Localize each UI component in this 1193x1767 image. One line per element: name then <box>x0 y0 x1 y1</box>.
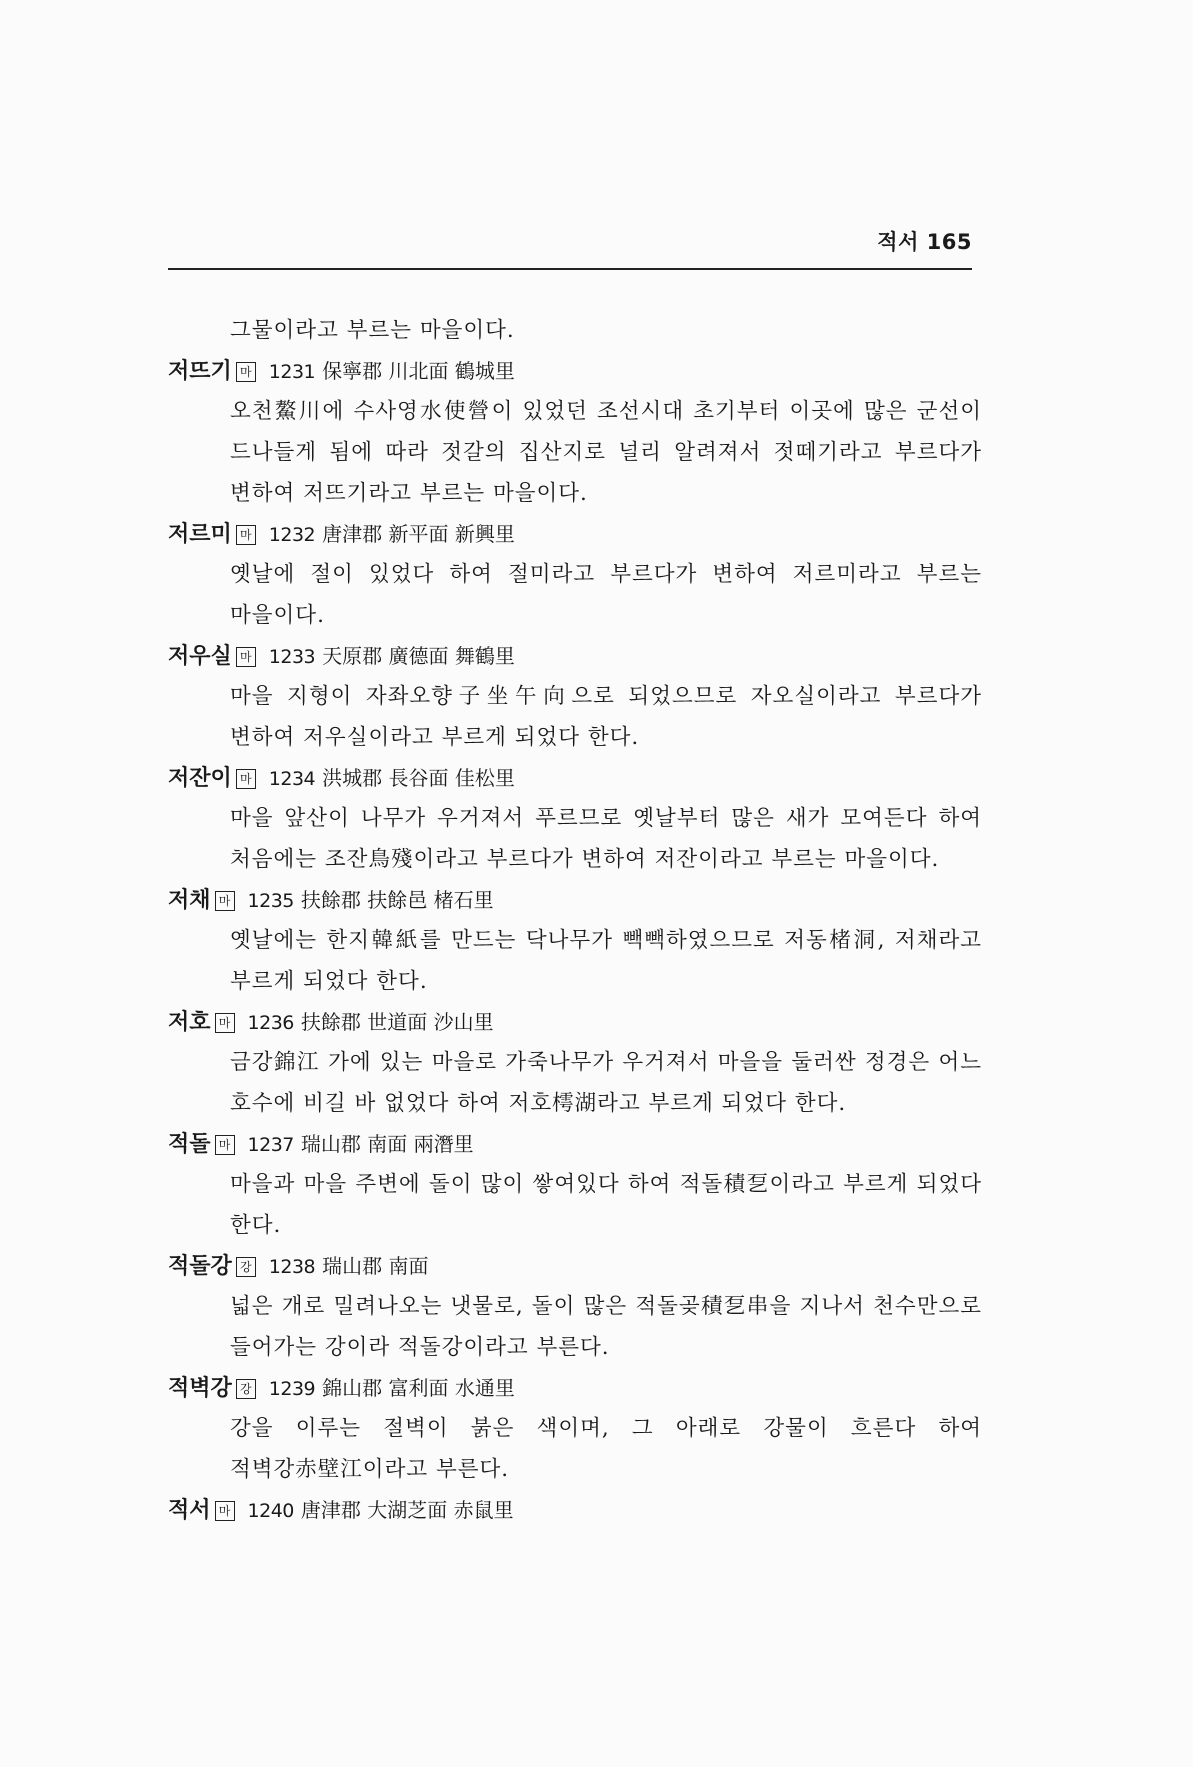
entry-location: 扶餘郡 扶餘邑 楮石里 <box>300 888 494 912</box>
entry-term: 적돌 <box>168 1132 211 1157</box>
entry-description: 오천鰲川에 수사영水使營이 있었던 조선시대 초기부터 이곳에 많은 군선이 드나들게 됨에 따라 젓갈의 집산지로 널리 알려져서 젓떼기라고 부르다가 변하여 저뜨기라고 부르는 마을이다. <box>230 399 982 506</box>
entry-description: 강을 이루는 절벽이 붉은 색이며, 그 아래로 강물이 흐른다 하여 적벽강赤壁江이라고 부른다. <box>230 1416 982 1482</box>
category-tag: 강 <box>236 1257 256 1277</box>
category-tag: 마 <box>215 1501 235 1521</box>
entry-description: 금강錦江 가에 있는 마을로 가죽나무가 우거져서 마을을 둘러싼 정경은 어느 호수에 비길 바 없었다 하여 저호樗湖라고 부르게 되었다 한다. <box>230 1050 982 1116</box>
entry-location: 唐津郡 大湖芝面 赤鼠里 <box>300 1498 514 1522</box>
entries-column <box>168 310 980 1530</box>
header-rule <box>168 268 972 270</box>
category-tag: 마 <box>236 647 256 667</box>
entry-term: 적벽강 <box>168 1376 232 1401</box>
entry-description: 마을 앞산이 나무가 우거져서 푸르므로 옛날부터 많은 새가 모여든다 하여 처음에는 조잔鳥殘이라고 부르다가 변하여 저잔이라고 부르는 마을이다. <box>230 806 982 872</box>
entry-term: 저우실 <box>168 644 232 669</box>
entry-heading <box>168 880 980 920</box>
entry <box>168 880 980 1002</box>
continued-description: 그물이라고 부르는 마을이다. <box>230 318 515 343</box>
category-tag: 강 <box>236 1379 256 1399</box>
entry-term: 저호 <box>168 1010 211 1035</box>
entry <box>168 1368 980 1490</box>
entry-heading <box>168 1368 980 1408</box>
entry-number: 1232 <box>268 524 316 546</box>
entry-heading <box>168 351 980 391</box>
entry-heading <box>168 1490 980 1530</box>
entry-location: 保寧郡 川北面 鶴城里 <box>322 359 515 383</box>
entry-location: 錦山郡 富利面 水通里 <box>322 1376 515 1400</box>
entry-description: 넓은 개로 밀려나오는 냇물로, 돌이 많은 적돌곶積乭串을 지나서 천수만으로 들어가는 강이라 적돌강이라고 부른다. <box>230 1294 982 1360</box>
entry-description: 마을과 마을 주변에 돌이 많이 쌓여있다 하여 적돌積乭이라고 부르게 되었다 한다. <box>230 1172 982 1238</box>
entry-heading <box>168 1124 980 1164</box>
entry-heading <box>168 758 980 798</box>
entry-location: 瑞山郡 南面 兩潛里 <box>300 1132 474 1156</box>
entry-number: 1237 <box>247 1134 294 1156</box>
entry-number: 1240 <box>247 1500 294 1522</box>
category-tag: 마 <box>236 769 256 789</box>
entry-heading <box>168 1002 980 1042</box>
entry-location: 扶餘郡 世道面 沙山里 <box>300 1010 494 1034</box>
entry-location: 天原郡 廣德面 舞鶴里 <box>322 644 515 668</box>
entry <box>168 351 980 514</box>
category-tag: 마 <box>215 1135 235 1155</box>
entry-term: 저잔이 <box>168 766 232 791</box>
entry <box>168 1124 980 1246</box>
entry <box>168 514 980 636</box>
entry-number: 1238 <box>268 1256 316 1278</box>
entry-term: 저르미 <box>168 522 232 547</box>
category-tag: 마 <box>236 362 256 382</box>
entry-location: 唐津郡 新平面 新興里 <box>322 522 515 546</box>
entry-location: 瑞山郡 南面 <box>322 1254 429 1278</box>
entry <box>168 758 980 880</box>
entry <box>168 1002 980 1124</box>
entry-number: 1234 <box>268 768 316 790</box>
entry <box>168 1246 980 1368</box>
entry-heading <box>168 636 980 676</box>
entry-term: 저채 <box>168 888 211 913</box>
entry-description: 마을 지형이 자좌오향子坐午向으로 되었으므로 자오실이라고 부르다가 변하여 저우실이라고 부르게 되었다 한다. <box>230 684 982 750</box>
entry-number: 1236 <box>247 1012 294 1034</box>
entry-description: 옛날에는 한지韓紙를 만드는 닥나무가 빽빽하였으므로 저동楮洞, 저채라고 부르게 되었다 한다. <box>230 928 982 994</box>
entry-heading <box>168 1246 980 1286</box>
entry <box>168 636 980 758</box>
entry-number: 1233 <box>268 646 316 668</box>
category-tag: 마 <box>215 1013 235 1033</box>
entry-heading <box>168 514 980 554</box>
entry-number: 1235 <box>247 890 294 912</box>
category-tag: 마 <box>236 525 256 545</box>
entry-number: 1231 <box>268 361 316 383</box>
entry-term: 적돌강 <box>168 1254 232 1279</box>
entry-description: 옛날에 절이 있었다 하여 절미라고 부르다가 변하여 저르미라고 부르는 마을이다. <box>230 562 982 628</box>
entry <box>168 1490 980 1530</box>
entry-number: 1239 <box>268 1378 316 1400</box>
entry-term: 저뜨기 <box>168 359 232 384</box>
entry-location: 洪城郡 長谷面 佳松里 <box>322 766 515 790</box>
entry-term: 적서 <box>168 1498 211 1523</box>
running-header: 적서 165 <box>877 230 972 254</box>
category-tag: 마 <box>215 891 235 911</box>
